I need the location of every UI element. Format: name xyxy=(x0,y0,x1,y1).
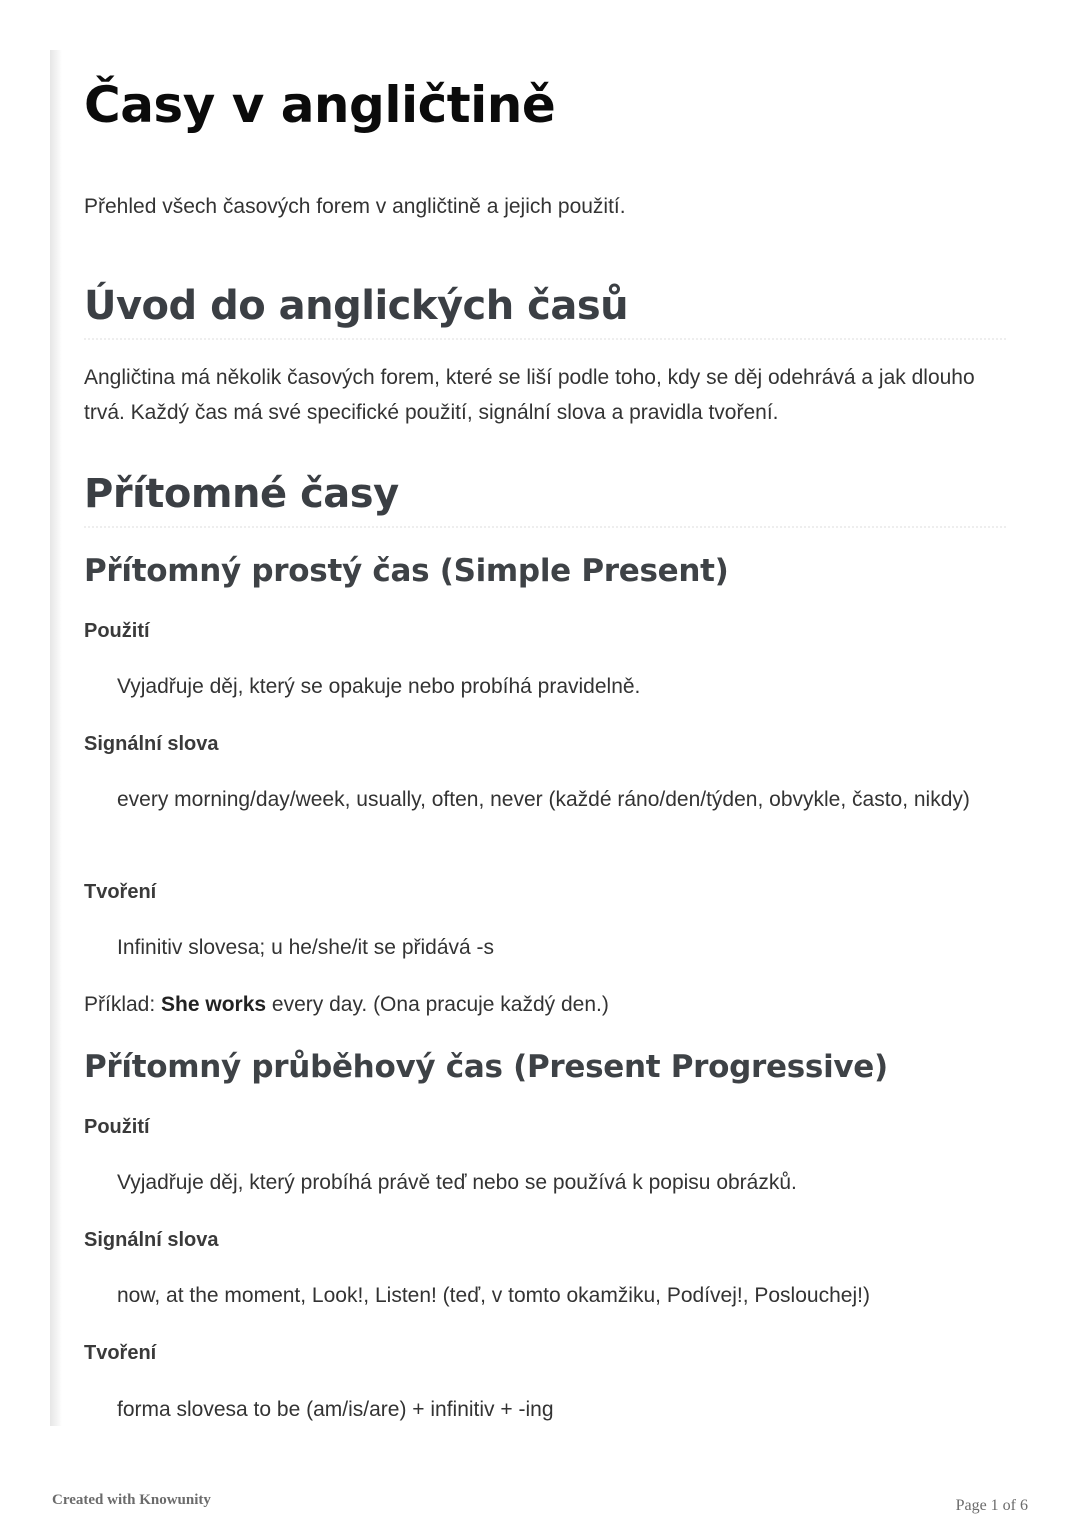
present-progressive-formation-label: Tvoření xyxy=(84,1342,157,1364)
simple-present-signal-words: every morning/day/week, usually, often, never (každé ráno/den/týden, obvykle, často, nikdy) xyxy=(117,788,970,811)
simple-present-formation-label: Tvoření xyxy=(84,881,157,903)
simple-present-example xyxy=(84,991,609,1019)
document-title: Časy v angličtině xyxy=(84,76,556,134)
section-heading-intro: Úvod do anglických časů xyxy=(84,280,1006,340)
present-progressive-formation: forma slovesa to be (am/is/are) + infinitiv + -ing xyxy=(117,1398,554,1421)
simple-present-usage: Vyjadřuje děj, který se opakuje nebo probíhá pravidelně. xyxy=(117,675,641,698)
present-progressive-signal-label: Signální slova xyxy=(84,1229,219,1251)
present-progressive-signal-words: now, at the moment, Look!, Listen! (teď, v tomto okamžiku, Podívej!, Poslouchej!) xyxy=(117,1284,870,1307)
subsection-heading-simple-present: Přítomný prostý čas (Simple Present) xyxy=(84,553,729,589)
page-left-border xyxy=(50,50,62,1426)
example-bold: She works xyxy=(161,993,267,1016)
section-heading-present-tenses: Přítomné časy xyxy=(84,468,1006,528)
intro-paragraph: Angličtina má několik časových forem, které se liší podle toho, kdy se děj odehrává a jak dlouho trvá. Každý čas má své specifické použití, signální slova a pravidla tvoření. xyxy=(84,366,975,424)
example-prefix: Příklad: xyxy=(84,993,162,1016)
document-subtitle: Přehled všech časových forem v angličtině a jejich použití. xyxy=(84,195,626,218)
example-rest: every day. (Ona pracuje každý den.) xyxy=(266,993,609,1016)
simple-present-formation: Infinitiv slovesa; u he/she/it se přidává -s xyxy=(117,936,495,959)
subsection-heading-present-progressive: Přítomný průběhový čas (Present Progressive) xyxy=(84,1049,888,1085)
page-number: Page 1 of 6 xyxy=(955,1497,1028,1514)
simple-present-usage-label: Použití xyxy=(84,620,150,642)
present-progressive-usage: Vyjadřuje děj, který probíhá právě teď nebo se používá k popisu obrázků. xyxy=(117,1171,797,1194)
present-progressive-usage-label: Použití xyxy=(84,1116,150,1138)
simple-present-signal-label: Signální slova xyxy=(84,733,219,755)
footer-credit: Created with Knowunity xyxy=(52,1492,211,1508)
